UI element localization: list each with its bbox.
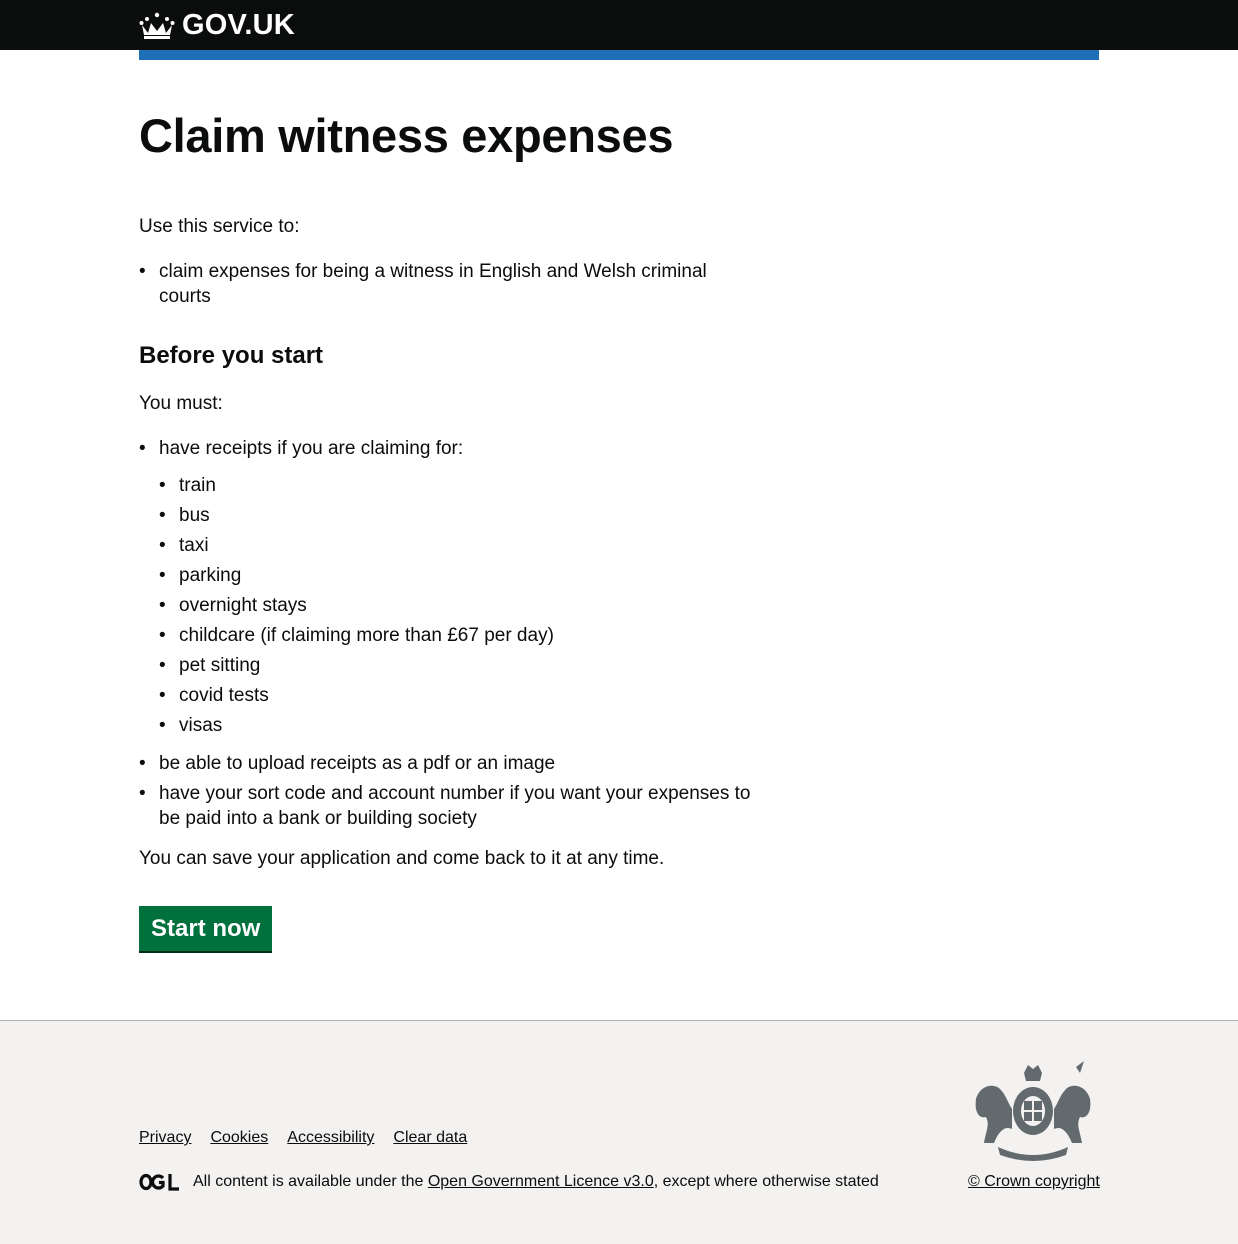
list-item: • claim expenses for being a witness in English and Welsh criminal courts [139, 259, 759, 309]
list-item-bank: • have your sort code and account number if you want your expenses to be paid into a bank or building society [139, 781, 759, 831]
footer-link-cookies[interactable]: Cookies [210, 1129, 269, 1146]
crown-icon [139, 11, 175, 39]
list-item: • parking [159, 561, 759, 591]
receipt-types-list [159, 471, 759, 741]
site-header [0, 0, 1238, 50]
licence-link[interactable]: Open Government Licence v3.0 [427, 1173, 654, 1190]
list-item: • covid tests [159, 681, 759, 711]
list-item: • visas [159, 711, 759, 741]
footer-link-accessibility[interactable]: Accessibility [287, 1129, 375, 1146]
footer-links [139, 1129, 486, 1147]
list-item-upload: • be able to upload receipts as a pdf or an image [139, 751, 759, 776]
ogl-logo-icon [139, 1173, 181, 1191]
service-list [139, 259, 759, 309]
logo-text: GOV.UK [182, 8, 295, 41]
site-footer [0, 1020, 1238, 1244]
main-content [139, 60, 759, 951]
list-item: • taxi [159, 531, 759, 561]
footer-link-privacy[interactable]: Privacy [139, 1129, 192, 1146]
govuk-logo-link[interactable] [139, 9, 295, 42]
list-item: • childcare (if claiming more than £67 per day) [159, 621, 759, 651]
you-must-text: You must: [139, 392, 223, 414]
footer-link-clear-data[interactable]: Clear data [393, 1129, 468, 1146]
before-you-start-heading: Before you start [139, 341, 324, 369]
list-item: • train [159, 471, 759, 501]
intro-text: Use this service to: [139, 215, 300, 237]
licence-suffix: , except where otherwise stated [653, 1173, 879, 1190]
header-container [139, 0, 295, 50]
header-accent-bar [139, 50, 1099, 60]
list-item-receipts [139, 436, 759, 741]
list-item: • bus [159, 501, 759, 531]
list-item-text: have receipts if you are claiming for: [159, 437, 464, 459]
page-title: Claim witness expenses [139, 109, 674, 162]
licence-prefix: All content is available under the [193, 1173, 424, 1190]
requirements-list [139, 436, 759, 831]
list-item: • pet sitting [159, 651, 759, 681]
start-now-button[interactable]: Start now [139, 906, 272, 951]
royal-coat-of-arms-icon [968, 1059, 1098, 1165]
save-info-text: You can save your application and come back to it at any time. [139, 847, 665, 869]
licence-line [139, 1173, 879, 1191]
list-item: • overnight stays [159, 591, 759, 621]
crown-copyright-link[interactable]: © Crown copyright [968, 1173, 1100, 1190]
